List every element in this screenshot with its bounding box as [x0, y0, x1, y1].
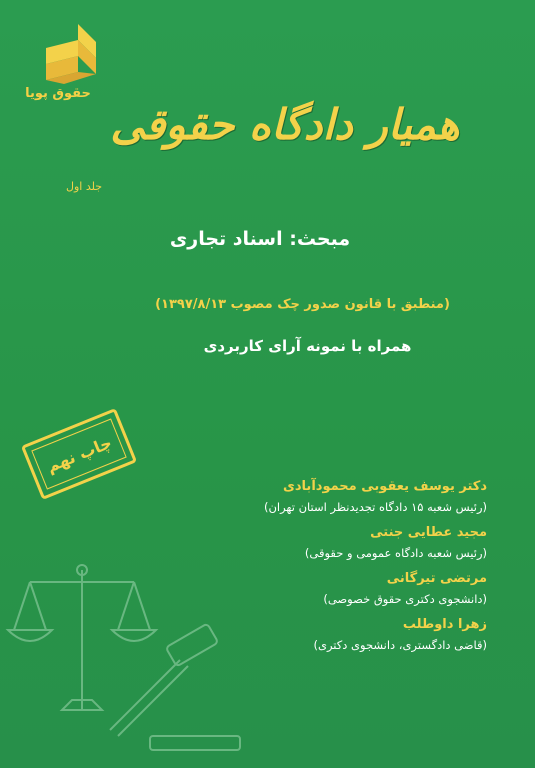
- author-role: (قاضی دادگستری، دانشجوی دکتری): [313, 638, 487, 652]
- justice-illustration: [0, 560, 260, 768]
- author-name: دکتر یوسف یعقوبی محمودآبادی: [282, 479, 487, 494]
- compliance-note: (منطبق با قانون صدور چک مصوب ۱۳۹۷/۸/۱۳): [155, 297, 450, 312]
- scales-of-justice-icon: [8, 565, 156, 710]
- volume-label: جلد اول: [66, 180, 103, 193]
- edition-stamp: [21, 408, 137, 500]
- book-subject: مبحث: اسناد تجاری: [169, 228, 351, 250]
- author-name: مرتضی تیرگانی: [386, 571, 487, 586]
- author-role: (دانشجوی دکتری حقوق خصوصی): [323, 592, 487, 606]
- author-name: مجید عطایی جنتی: [370, 525, 487, 540]
- author-item: [187, 477, 487, 517]
- author-role: (رئیس شعبه ۱۵ دادگاه تجدیدنظر استان تهران): [263, 500, 487, 514]
- author-role: (رئیس شعبه دادگاه عمومی و حقوقی): [304, 546, 487, 560]
- gavel-icon: [110, 623, 240, 750]
- author-name: زهرا داوطلب: [402, 617, 487, 632]
- samples-note: همراه با نمونه آرای کاربردی: [203, 337, 412, 355]
- author-item: [187, 523, 487, 563]
- edition-stamp-text: چاپ نهم: [31, 418, 126, 489]
- publisher-name: حقوق پویا: [25, 86, 91, 101]
- book-title: همیار دادگاه حقوقی: [110, 100, 460, 149]
